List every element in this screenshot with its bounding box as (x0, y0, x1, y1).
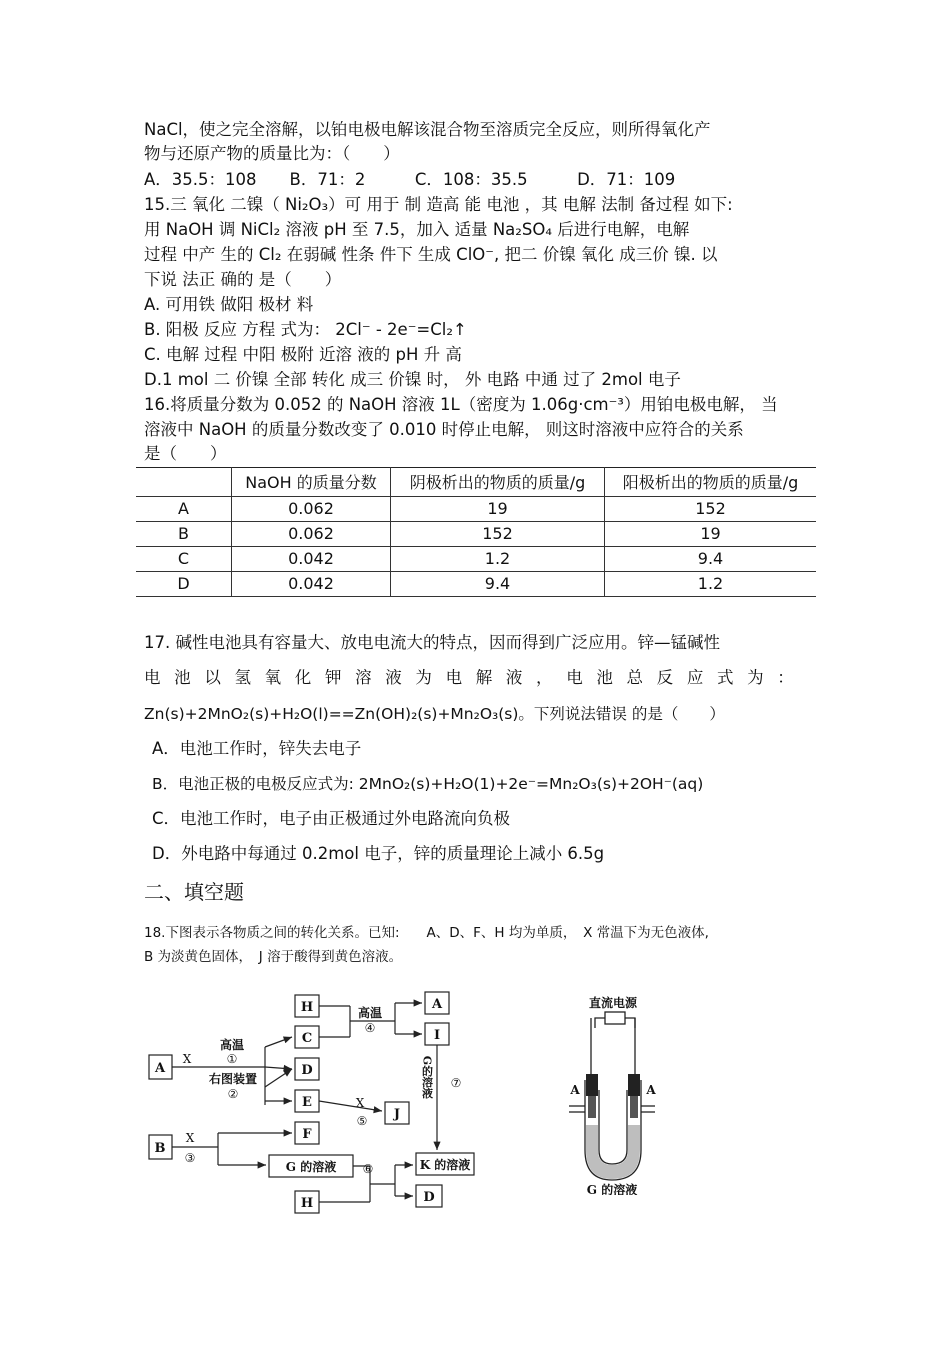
spread-char: ， (536, 668, 553, 687)
table-cell: 1.2 (391, 547, 605, 572)
question-15: 15.三 氧化 二镍（ Ni₂O₃）可 用于 制 造高 能 电池 ，其 电解 法制 备过程 如下: (144, 195, 733, 214)
spread-char: 应 (686, 668, 704, 687)
label-x: X (355, 1096, 365, 1110)
options-line: A．35.5：108 B．71：2 C．108：35.5 D．71：109 (144, 170, 676, 189)
box-a: A (154, 1061, 166, 1076)
spread-char: 溶 (355, 668, 372, 687)
table-cell: 0.062 (232, 497, 391, 522)
spread-char: 为 (747, 668, 764, 687)
text-line: 下说 法正 确的 是（ ） (144, 270, 342, 289)
electrolysis-apparatus (555, 990, 675, 1195)
box-k: K 的溶液 (419, 1158, 471, 1172)
option-d: D.1 mol 二 价镍 全部 转化 成三 价镍 时， 外 电路 中通 过了 2mol 电子 (144, 370, 681, 389)
spread-char: 液 (385, 668, 402, 687)
label-device: 右图装置 (208, 1072, 258, 1086)
data-table (136, 467, 816, 597)
table-row (136, 572, 816, 597)
label-x: X (182, 1052, 192, 1066)
box-a2: A (431, 997, 443, 1012)
spread-char: 电 (445, 668, 463, 687)
option-a: A．电池工作时，锌失去电子 (152, 739, 362, 758)
table-header: 阳极析出的物质的质量/g (605, 468, 817, 497)
box-f: F (302, 1127, 312, 1142)
box-c: C (301, 1031, 313, 1046)
spread-char: 氧 (264, 668, 282, 687)
box-e: E (302, 1095, 312, 1110)
text-line: 过程 中产 生的 Cl₂ 在弱碱 性条 件下 生成 ClO⁻, 把二 价镍 氧化 成三价 镍. 以 (144, 245, 718, 264)
spread-char: ： (777, 668, 794, 687)
spread-char: 解 (475, 668, 493, 687)
spread-char: 以 (204, 668, 221, 687)
text-line: 物与还原产物的质量比为：（ ） (144, 144, 400, 163)
table-cell: 0.042 (232, 572, 391, 597)
box-d: D (301, 1063, 313, 1078)
text-line: 溶液中 NaOH 的质量分数改变了 0.010 时停止电解， 则这时溶液中应符合的关系 (144, 420, 744, 439)
option-a: A. 可用铁 做阳 极材 料 (144, 295, 314, 314)
conversion-diagram (140, 985, 500, 1225)
option-c: C．电池工作时，电子由正极通过外电路流向负极 (152, 809, 511, 828)
table-cell: B (178, 524, 189, 543)
power-label: 直流电源 (588, 996, 638, 1010)
spread-char: 电 (144, 668, 161, 687)
table-row (136, 547, 816, 572)
spread-char: 化 (294, 668, 312, 687)
box-d2: D (423, 1190, 435, 1205)
spread-char: 式 (716, 668, 734, 687)
spread-char: 氢 (234, 668, 251, 687)
table-cell: A (178, 499, 189, 518)
table-header (136, 468, 232, 497)
label-step: ⑤ (356, 1114, 368, 1128)
label-step: ⑥ (362, 1162, 374, 1176)
box-h: H (300, 1000, 314, 1015)
spread-char: 为 (415, 668, 432, 687)
text-line: NaCl，使之完全溶解，以铂电极电解该混合物至溶质完全反应，则所得氧化产 (144, 120, 711, 139)
table-cell: C (177, 549, 190, 568)
table-cell: 0.042 (232, 547, 391, 572)
table-row (136, 497, 816, 522)
label-high-temp: 高温 (357, 1006, 383, 1020)
table-cell: 152 (605, 497, 817, 522)
box-b: B (154, 1141, 166, 1156)
label-step: ④ (364, 1021, 376, 1035)
option-c: C. 电解 过程 中阳 极附 近溶 液的 pH 升 高 (144, 345, 462, 364)
label-step: ② (227, 1087, 239, 1101)
table-cell: 0.062 (232, 522, 391, 547)
option-b: B．电池正极的电极反应式为: 2MnO₂(s)+H₂O(1)+2e⁻=Mn₂O₃(s)+2OH⁻(aq) (152, 775, 704, 793)
spread-char: 液 (505, 668, 523, 687)
label-step: ③ (184, 1151, 196, 1165)
spread-char: 反 (656, 668, 674, 687)
box-h2: H (300, 1196, 314, 1211)
table-cell: 1.2 (605, 572, 817, 597)
table-cell: 9.4 (391, 572, 605, 597)
spread-char: 钾 (324, 668, 342, 687)
spread-char: 池 (174, 668, 191, 687)
solution-label: G 的溶液 (586, 1183, 638, 1195)
box-j: J (393, 1107, 401, 1122)
table-row (136, 522, 816, 547)
table-cell: 9.4 (605, 547, 817, 572)
section-heading: 二、填空题 (144, 880, 244, 904)
table-cell: 19 (605, 522, 817, 547)
spread-char: 总 (626, 668, 643, 687)
option-b: B. 阳极 反应 方程 式为： 2Cl⁻ - 2e⁻=Cl₂↑ (144, 320, 467, 339)
equation-line: Zn(s)+2MnO₂(s)+H₂O(l)==Zn(OH)₂(s)+Mn₂O₃(s)。下列说法错误 的是（ ） (144, 705, 725, 723)
table-cell: D (177, 574, 190, 593)
electrode-label: A (646, 1083, 656, 1097)
label-g-solution: G的溶液 (420, 1055, 434, 1099)
question-17: 17. 碱性电池具有容量大、放电电流大的特点，因而得到广泛应用。锌—锰碱性 (144, 633, 720, 652)
question-18: 18.下图表示各物质之间的转化关系。已知: A、D、F、H 均为单质， X 常温下为无色液体, (144, 925, 709, 941)
question-16: 16.将质量分数为 0.052 的 NaOH 溶液 1L（密度为 1.06g·cm⁻³）用铂电极电解， 当 (144, 395, 778, 414)
option-d: D．外电路中每通过 0.2mol 电子，锌的质量理论上减小 6.5g (152, 844, 605, 863)
spread-char: 池 (596, 668, 613, 687)
label-high-temp: 高温 (219, 1038, 245, 1052)
box-g: G 的溶液 (285, 1160, 337, 1174)
electrode-label: A (570, 1083, 580, 1097)
table-header: 阴极析出的物质的质量/g (391, 468, 605, 497)
text-line (144, 667, 794, 689)
spread-char: 电 (566, 668, 583, 687)
label-step: ① (226, 1052, 238, 1066)
text-line: 用 NaOH 调 NiCl₂ 溶液 pH 至 7.5，加入 适量 Na₂SO₄ 后进行电解，电解 (144, 220, 690, 239)
text-line: 是（ ） (144, 444, 227, 463)
label-x: X (185, 1131, 195, 1145)
box-i: I (433, 1028, 441, 1043)
table-cell: 152 (391, 522, 605, 547)
table-header: NaOH 的质量分数 (232, 468, 391, 497)
label-step: ⑦ (450, 1076, 462, 1090)
text-line: B 为淡黄色固体， J 溶于酸得到黄色溶液。 (144, 949, 403, 965)
table-cell: 19 (391, 497, 605, 522)
